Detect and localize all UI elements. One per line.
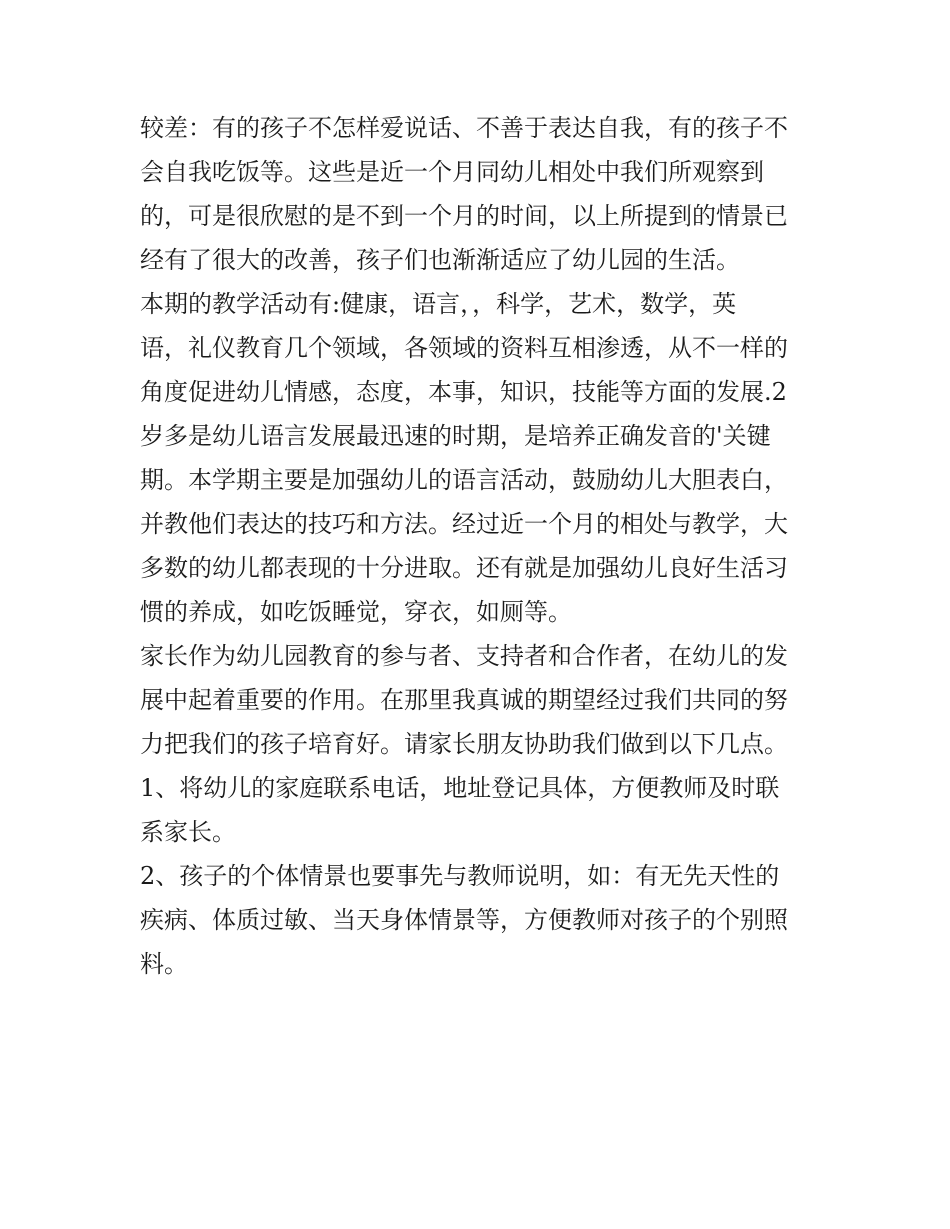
text-line: 惯的养成，如吃饭睡觉，穿衣，如厕等。 — [140, 598, 572, 626]
text-line: 系家长。 — [140, 818, 236, 846]
text-line: 力把我们的孩子培育好。请家长朋友协助我们做到以下几点。 — [140, 730, 788, 758]
text-line: 期。本学期主要是加强幼儿的语言活动，鼓励幼儿大胆表白， — [140, 466, 788, 494]
text-line: 经有了很大的改善，孩子们也渐渐适应了幼儿园的生活。 — [140, 246, 740, 274]
text-line: 岁多是幼儿语言发展最迅速的时期，是培养正确发音的'关键 — [140, 422, 771, 450]
text-line: 料。 — [140, 950, 188, 978]
text-line: 较差：有的孩子不怎样爱说话、不善于表达自我，有的孩子不 — [140, 114, 788, 142]
paragraph-3 — [140, 634, 820, 766]
text-line: 本期的教学活动有:健康，语言，，科学，艺术，数学，英 — [140, 290, 737, 318]
text-line: 展中起着重要的作用。在那里我真诚的期望经过我们共同的努 — [140, 686, 788, 714]
text-line: 家长作为幼儿园教育的参与者、支持者和合作者，在幼儿的发 — [140, 642, 788, 670]
text-line: 多数的幼儿都表现的十分进取。还有就是加强幼儿良好生活习 — [140, 554, 788, 582]
text-line: 角度促进幼儿情感，态度，本事，知识，技能等方面的发展.2 — [140, 378, 787, 406]
paragraph-2 — [140, 282, 820, 634]
text-line: 会自我吃饭等。这些是近一个月同幼儿相处中我们所观察到 — [140, 158, 764, 186]
text-line: 并教他们表达的技巧和方法。经过近一个月的相处与教学，大 — [140, 510, 788, 538]
text-line: 1、将幼儿的家庭联系电话，地址登记具体，方便教师及时联 — [140, 774, 780, 802]
text-line: 语，礼仪教育几个领域，各领域的资料互相渗透，从不一样的 — [140, 334, 788, 362]
list-item-2 — [140, 854, 820, 986]
paragraph-1 — [140, 106, 820, 282]
list-item-1 — [140, 766, 820, 854]
text-line: 疾病、体质过敏、当天身体情景等，方便教师对孩子的个别照 — [140, 906, 788, 934]
document-body — [140, 106, 820, 986]
text-line: 的，可是很欣慰的是不到一个月的时间，以上所提到的情景已 — [140, 202, 788, 230]
text-line: 2、孩子的个体情景也要事先与教师说明，如：有无先天性的 — [140, 862, 780, 890]
